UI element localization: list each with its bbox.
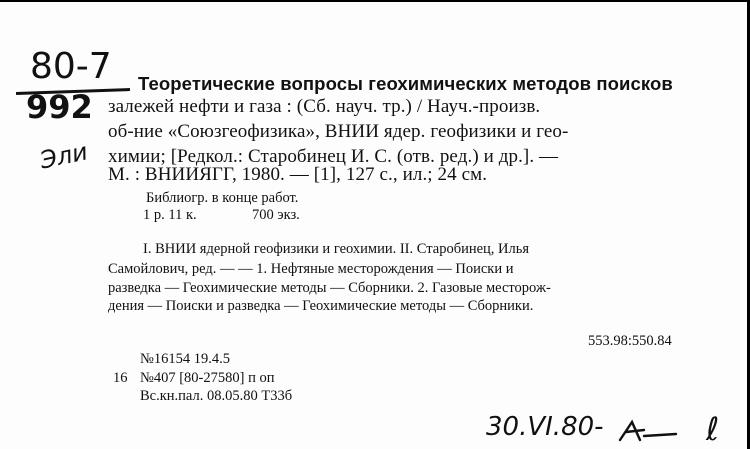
tracing-line-2: Самойлович, ред. — — 1. Нефтяные месторождения — Поиски и bbox=[108, 261, 514, 277]
shelfmark-side-note: Эли bbox=[37, 137, 91, 175]
card-top-border bbox=[0, 0, 750, 2]
entry-line-3: химии; [Редкол.: Старобинец И. С. (отв. ред.) и др.]. — bbox=[108, 146, 559, 167]
entry-title: Теоретические вопросы геохимических методов поисков bbox=[138, 73, 673, 94]
footer-line-3: Вс.кн.пал. 08.05.80 Т33б bbox=[140, 388, 293, 404]
entry-line-2: об-ние «Союзгеофизика», ВНИИ ядер. геофизики и гео- bbox=[108, 121, 569, 142]
handwritten-signature-icon bbox=[618, 418, 678, 444]
bibliography-note: Библиогр. в конце работ. bbox=[146, 190, 299, 206]
tracing-line-3: разведка — Геохимические методы — Сборники. 2. Газовые месторож- bbox=[108, 280, 551, 296]
entry-line-1: залежей нефти и газа : (Сб. науч. тр.) / Науч.-произв. bbox=[108, 96, 541, 117]
tracing-line-1: I. ВНИИ ядерной геофизики и геохимии. II. Старобинец, Илья bbox=[143, 241, 530, 257]
shelfmark-top: 80-7 bbox=[30, 46, 112, 87]
handwritten-date: 30.VI.80- bbox=[486, 412, 604, 442]
shelfmark-bottom: 992 bbox=[26, 88, 93, 126]
handwritten-mark: ℓ bbox=[706, 410, 720, 448]
copies-note: 700 экз. bbox=[252, 207, 300, 223]
footer-line-1: №16154 19.4.5 bbox=[140, 351, 230, 367]
entry-line-4: М. : ВНИИЯГГ, 1980. — [1], 127 с., ил.; 24 см. bbox=[108, 164, 488, 185]
classification-number: 553.98:550.84 bbox=[588, 333, 672, 349]
footer-line-2: №407 [80-27580] п оп bbox=[140, 370, 275, 386]
price-note: 1 р. 11 к. bbox=[143, 207, 197, 223]
tracing-line-4: дения — Поиски и разведка — Геохимические методы — Сборники. bbox=[108, 298, 534, 314]
footer-line-2-prefix: 16 bbox=[113, 370, 128, 386]
